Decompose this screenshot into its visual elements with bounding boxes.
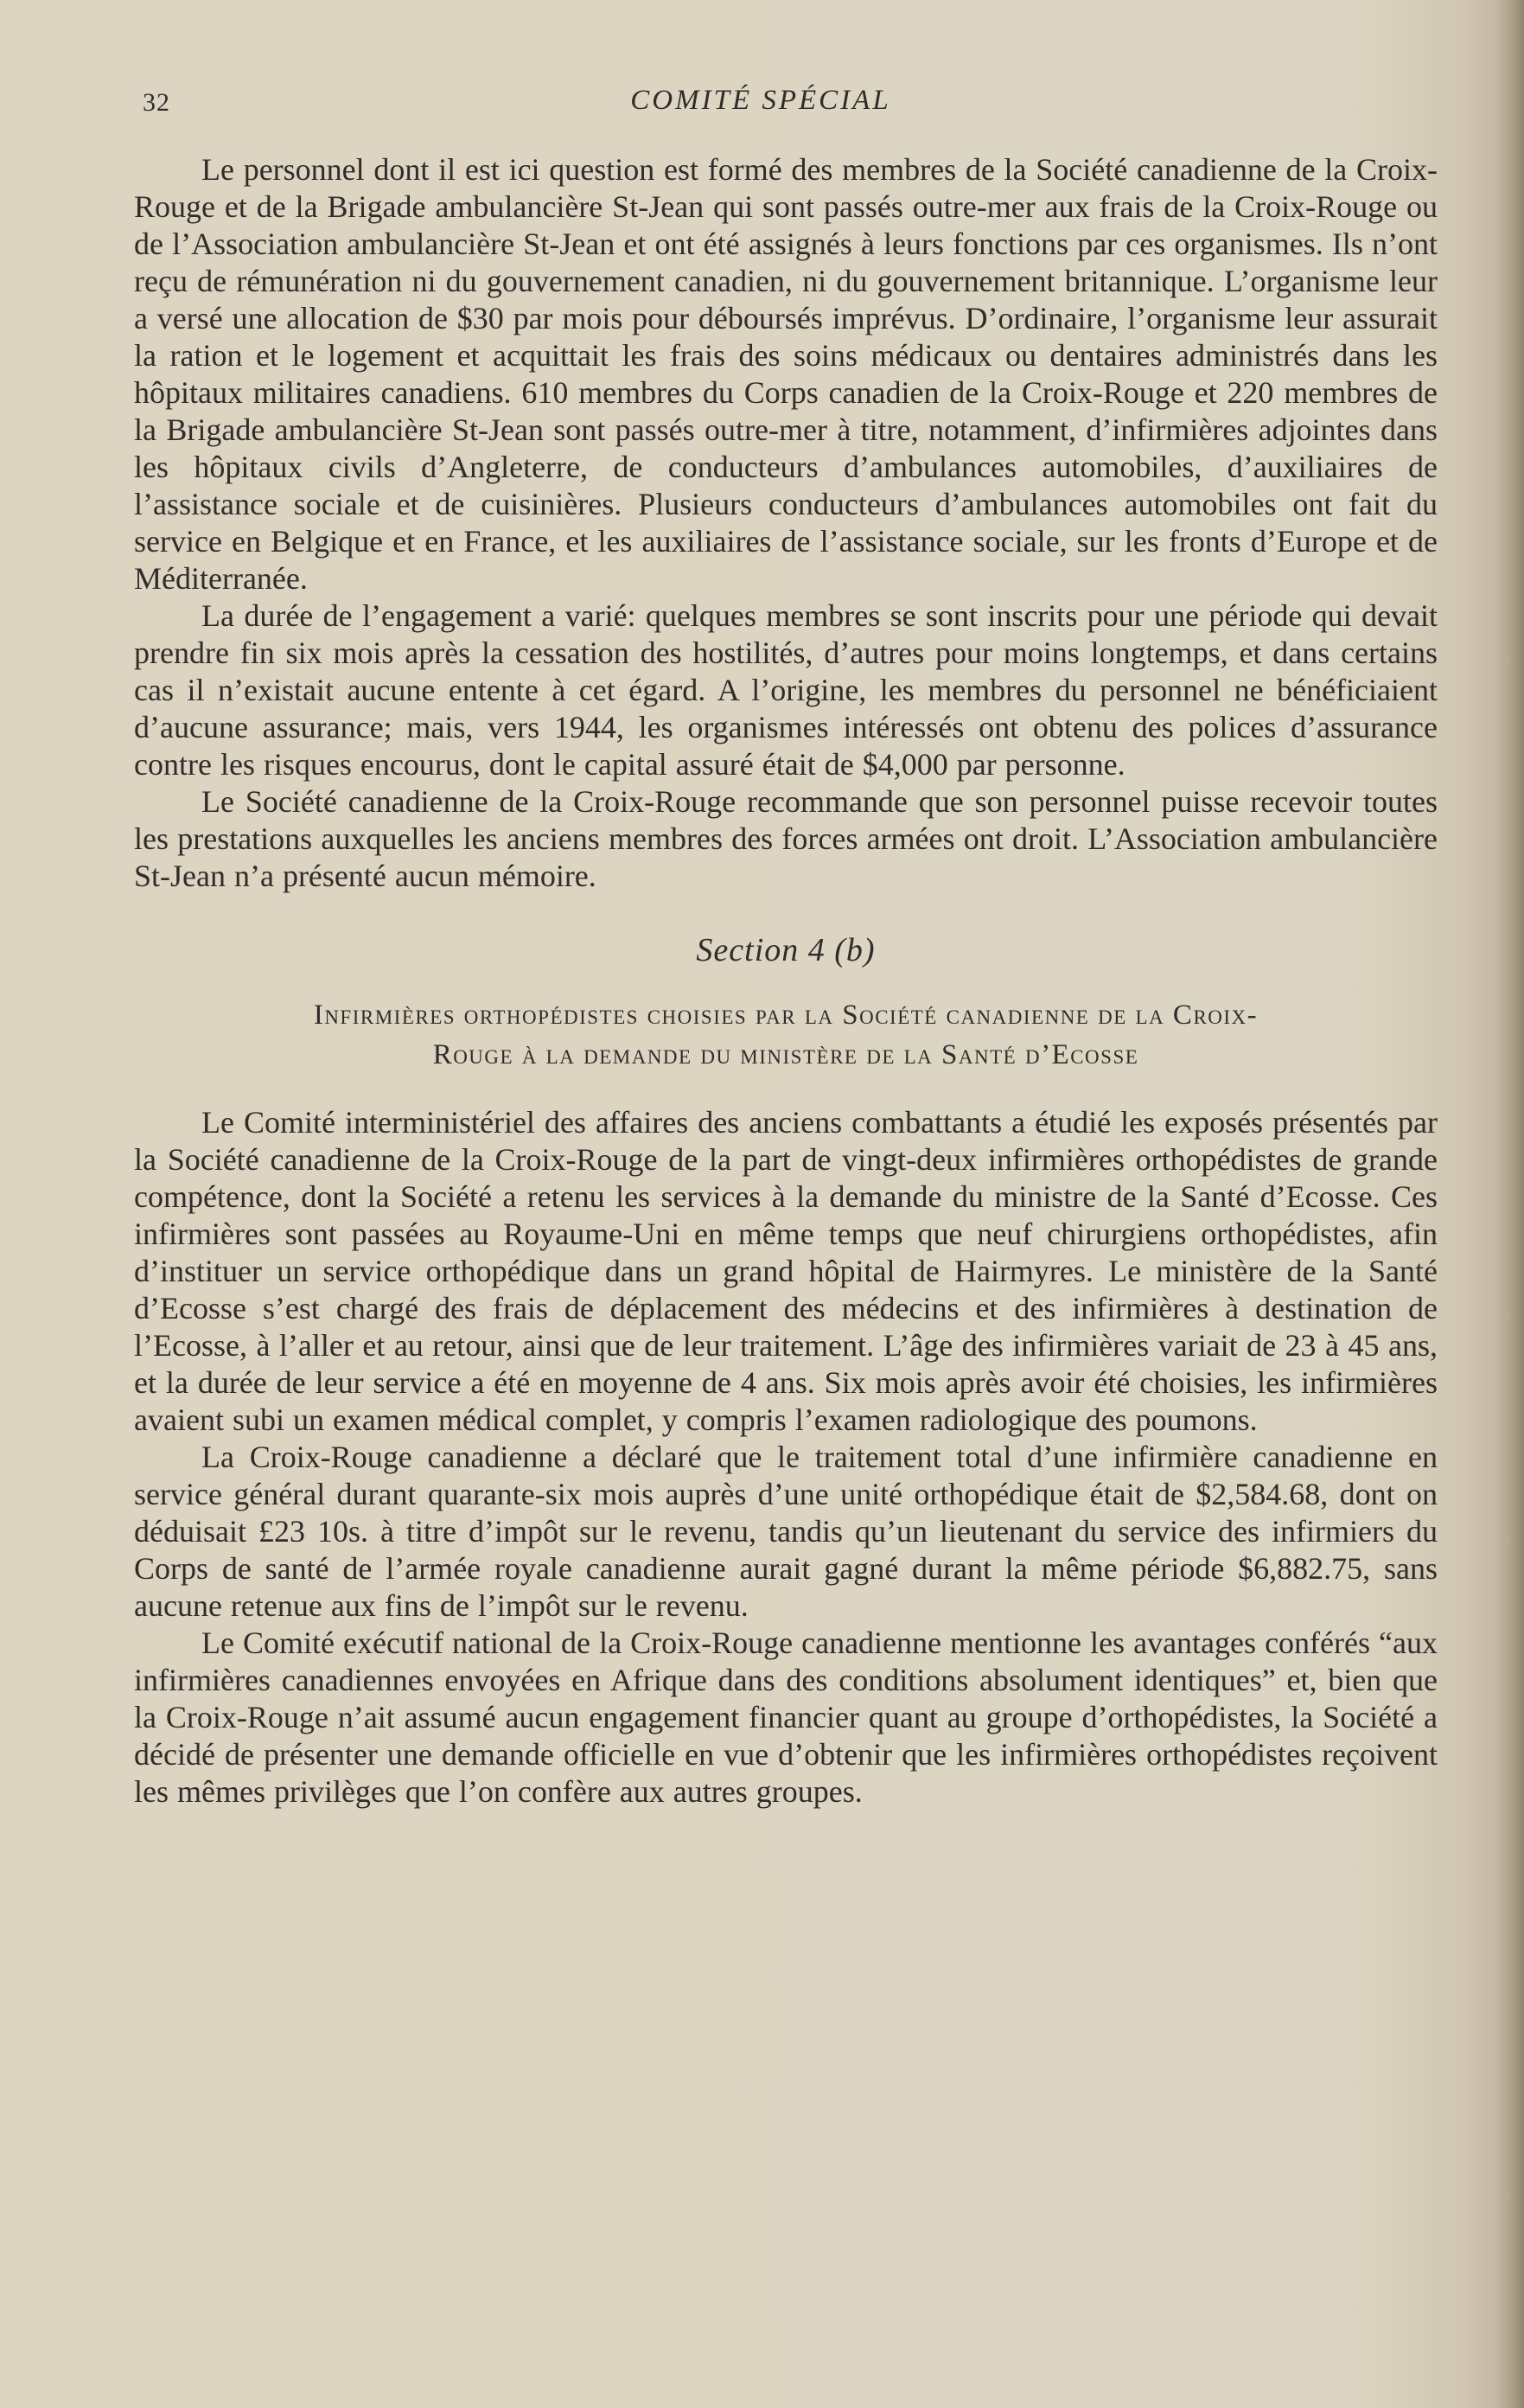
- page-binding-edge: [1496, 0, 1524, 2408]
- running-header: [134, 85, 1431, 128]
- page-body: [134, 151, 1438, 1811]
- section-heading-line-1: Infirmières orthopédistes choisies par la Société canadienne de la Croix-: [313, 1000, 1259, 1031]
- paragraph-committee-study: Le Comité interministériel des affaires des anciens combattants a étudié les exposés présentés par la Société canadienne de la Croix-Rouge de la part de vingt-deux infirmières orthopédistes de grande compétence, dont la Société a retenu les services à la demande du ministre de la Santé d’Ecosse. Ces infirmières sont passées au Royaume-Uni en même temps que neuf chirurgiens orthopédistes, afin d’instituer un service orthopédique dans un grand hôpital de Hairmyres. Le ministère de la Santé d’Ecosse s’est chargé des frais de déplacement des médecins et des infirmières à destination de l’Ecosse, à l’aller et au retour, ainsi que de leur traitement. L’âge des infirmières variait de 23 à 45 ans, et la durée de leur service a été en moyenne de 4 ans. Six mois après avoir été choisies, les infirmières avaient subi un examen médical complet, y compris l’examen radiologique des poumons.: [134, 1105, 1438, 1437]
- paragraph-engagement: La durée de l’engagement a varié: quelques membres se sont inscrits pour une période qui devait prendre fin six mois après la cessation des hostilités, d’autres pour moins longtemps, et dans certains cas il n’existait aucune entente à cet égard. A l’origine, les membres du personnel ne bénéficiaient d’aucune assurance; mais, vers 1944, les organismes intéressés ont obtenu des polices d’assurance contre les risques encourus, dont le capital assuré était de $4,000 par personne.: [134, 598, 1438, 782]
- section-heading-line-2: Rouge à la demande du ministère de la Santé d’Ecosse: [432, 1039, 1139, 1070]
- running-title: COMITÉ SPÉCIAL: [630, 85, 891, 116]
- paragraph-personnel: Le personnel dont il est ici question est formé des membres de la Société canadienne de la Croix-Rouge et de la Brigade ambulancière St-Jean qui sont passés outre-mer aux frais de la Croix-Rouge ou de l’Association ambulancière St-Jean et ont été assignés à leurs fonctions par ces organismes. Ils n’ont reçu de rémunération ni du gouvernement canadien, ni du gouvernement britannique. L’organisme leur a versé une allocation de $30 par mois pour déboursés imprévus. D’ordinaire, l’organisme leur assurait la ration et le logement et acquittait les frais des soins médicaux ou dentaires administrés dans les hôpitaux militaires canadiens. 610 membres du Corps canadien de la Croix-Rouge et 220 membres de la Brigade ambulancière St-Jean sont passés outre-mer à titre, notamment, d’infirmières adjointes dans les hôpitaux civils d’Angleterre, de conducteurs d’ambulances automobiles, d’auxiliaires de l’assistance sociale et de cuisinières. Plusieurs conducteurs d’ambulances automobiles ont fait du service en Belgique et en France, et les auxiliaires de l’assistance sociale, sur les fronts d’Europe et de Méditerranée.: [134, 152, 1438, 596]
- page-number: 32: [143, 88, 170, 117]
- paragraph-executive-committee: Le Comité exécutif national de la Croix-Rouge canadienne mentionne les avantages conférés “aux infirmières canadiennes envoyées en Afrique dans des conditions absolument identiques” et, bien que la Croix-Rouge n’ait assumé aucun engagement financier quant au groupe d’orthopédistes, la Société a décidé de présenter une demande officielle en vue d’obtenir que les infirmières orthopédistes reçoivent les mêmes privilèges que l’on confère aux autres groupes.: [134, 1626, 1438, 1809]
- section-heading: [134, 995, 1438, 1075]
- paragraph-salary: La Croix-Rouge canadienne a déclaré que le traitement total d’une infirmière canadienne en service général durant quarante-six mois auprès d’une unité orthopédique était de $2,584.68, dont on déduisait £23 10s. à titre d’impôt sur le revenu, tandis qu’un lieutenant du service des infirmiers du Corps de santé de l’armée royale canadienne aurait gagné durant la même période $6,882.75, sans aucune retenue aux fins de l’impôt sur le revenu.: [134, 1440, 1438, 1623]
- section-label: Section 4 (b): [696, 932, 876, 968]
- paragraph-recommendation: Le Société canadienne de la Croix-Rouge recommande que son personnel puisse recevoir toutes les prestations auxquelles les anciens membres des forces armées ont droit. L’Association ambulancière St-Jean n’a présenté aucun mémoire.: [134, 784, 1438, 893]
